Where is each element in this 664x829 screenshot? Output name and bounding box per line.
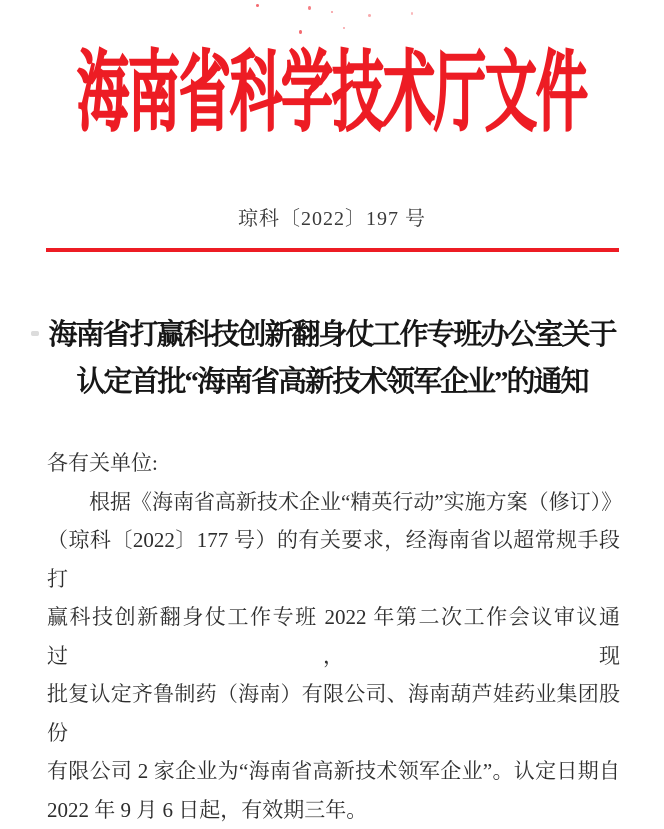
scan-speckle xyxy=(343,27,345,29)
paragraph-line: （琼科〔2022〕177 号）的有关要求，经海南省以超常规手段打 xyxy=(47,521,620,598)
scan-speckle xyxy=(411,12,413,15)
scan-speckle xyxy=(299,30,302,34)
salutation: 各有关单位: xyxy=(47,444,620,483)
document-title xyxy=(0,312,664,406)
document-title-line1: 海南省打赢科技创新翻身仗工作专班办公室关于 xyxy=(0,312,664,359)
paragraph-line: 批复认定齐鲁制药（海南）有限公司、海南葫芦娃药业集团股份 xyxy=(47,675,620,752)
letterhead-title: 海南省科学技术厅文件 xyxy=(0,52,664,139)
paragraph-line: 根据《海南省高新技术企业“精英行动”实施方案（修订）》 xyxy=(47,483,620,522)
scan-speckle xyxy=(331,11,333,13)
scan-speckle xyxy=(308,6,311,10)
scan-speckle xyxy=(256,4,259,7)
document-title-line2: 认定首批“海南省高新技术领军企业”的通知 xyxy=(0,359,664,406)
paragraph-line: 有限公司 2 家企业为“海南省高新技术领军企业”。认定日期自 xyxy=(47,752,620,791)
paragraph-line: 赢科技创新翻身仗工作专班 2022 年第二次工作会议审议通过，现 xyxy=(47,598,620,675)
red-divider-line xyxy=(46,248,619,252)
scan-speckle xyxy=(368,14,371,17)
document-body xyxy=(47,444,620,829)
paragraph-line: 2022 年 9 月 6 日起，有效期三年。 xyxy=(47,791,620,829)
document-number: 琼科〔2022〕197 号 xyxy=(0,204,664,234)
